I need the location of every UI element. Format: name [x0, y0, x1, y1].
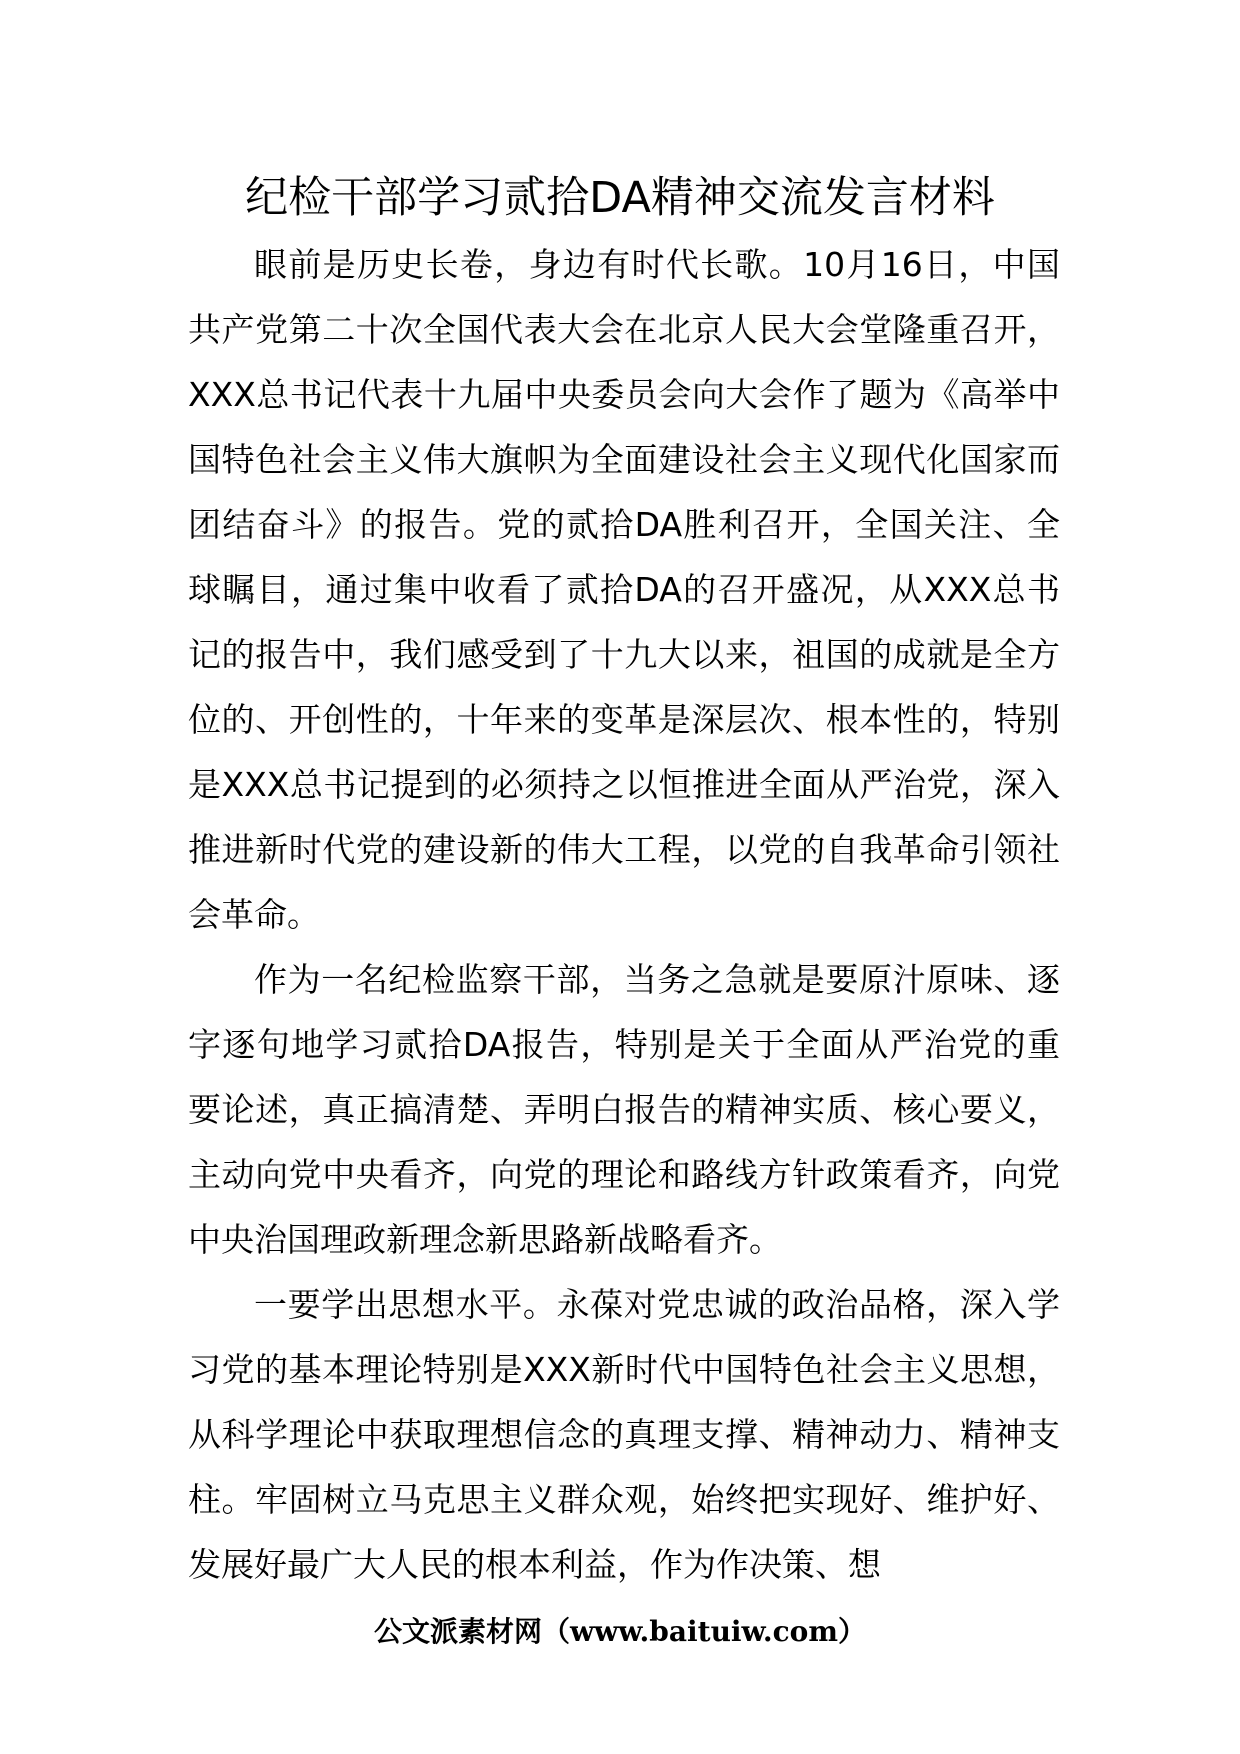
document-title: 纪检干部学习贰拾DA精神交流发言材料 — [245, 173, 995, 223]
paragraph-2: 作为一名纪检监察干部，当务之急就是要原汁原味、逐字逐句地学习贰拾DA报告，特别是关于全面从严治党的重要论述，真正搞清楚、弄明白报告的精神实质、核心要义，主动向党中央看齐，向党的理论和路线方针政策看齐，向党中央治国理政新理念新思路新战略看齐。 — [188, 960, 1060, 1259]
paragraph-3: 一要学出思想水平。永葆对党忠诚的政治品格，深入学习党的基本理论特别是XXX新时代中国特色社会主义思想，从科学理论中获取理想信念的真理支撑、精神动力、精神支柱。牢固树立马克思主义群众观，始终把实现好、维护好、发展好最广大人民的根本利益，作为作决策、想 — [188, 1285, 1060, 1584]
footer-watermark: 公文派素材网（www.baituiw.com） — [374, 1615, 866, 1648]
document-body — [188, 232, 1060, 1597]
paragraph-1: 眼前是历史长卷，身边有时代长歌。10月16日，中国共产党第二十次全国代表大会在北京人民大会堂隆重召开，XXX总书记代表十九届中央委员会向大会作了题为《高举中国特色社会主义伟大旗帜为全面建设社会主义现代化国家而团结奋斗》的报告。党的贰拾DA胜利召开，全国关注、全球瞩目，通过集中收看了贰拾DA的召开盛况，从XXX总书记的报告中，我们感受到了十九大以来，祖国的成就是全方位的、开创性的，十年来的变革是深层次、根本性的，特别是XXX总书记提到的必须持之以恒推进全面从严治党，深入推进新时代党的建设新的伟大工程，以党的自我革命引领社会革命。 — [188, 245, 1060, 934]
